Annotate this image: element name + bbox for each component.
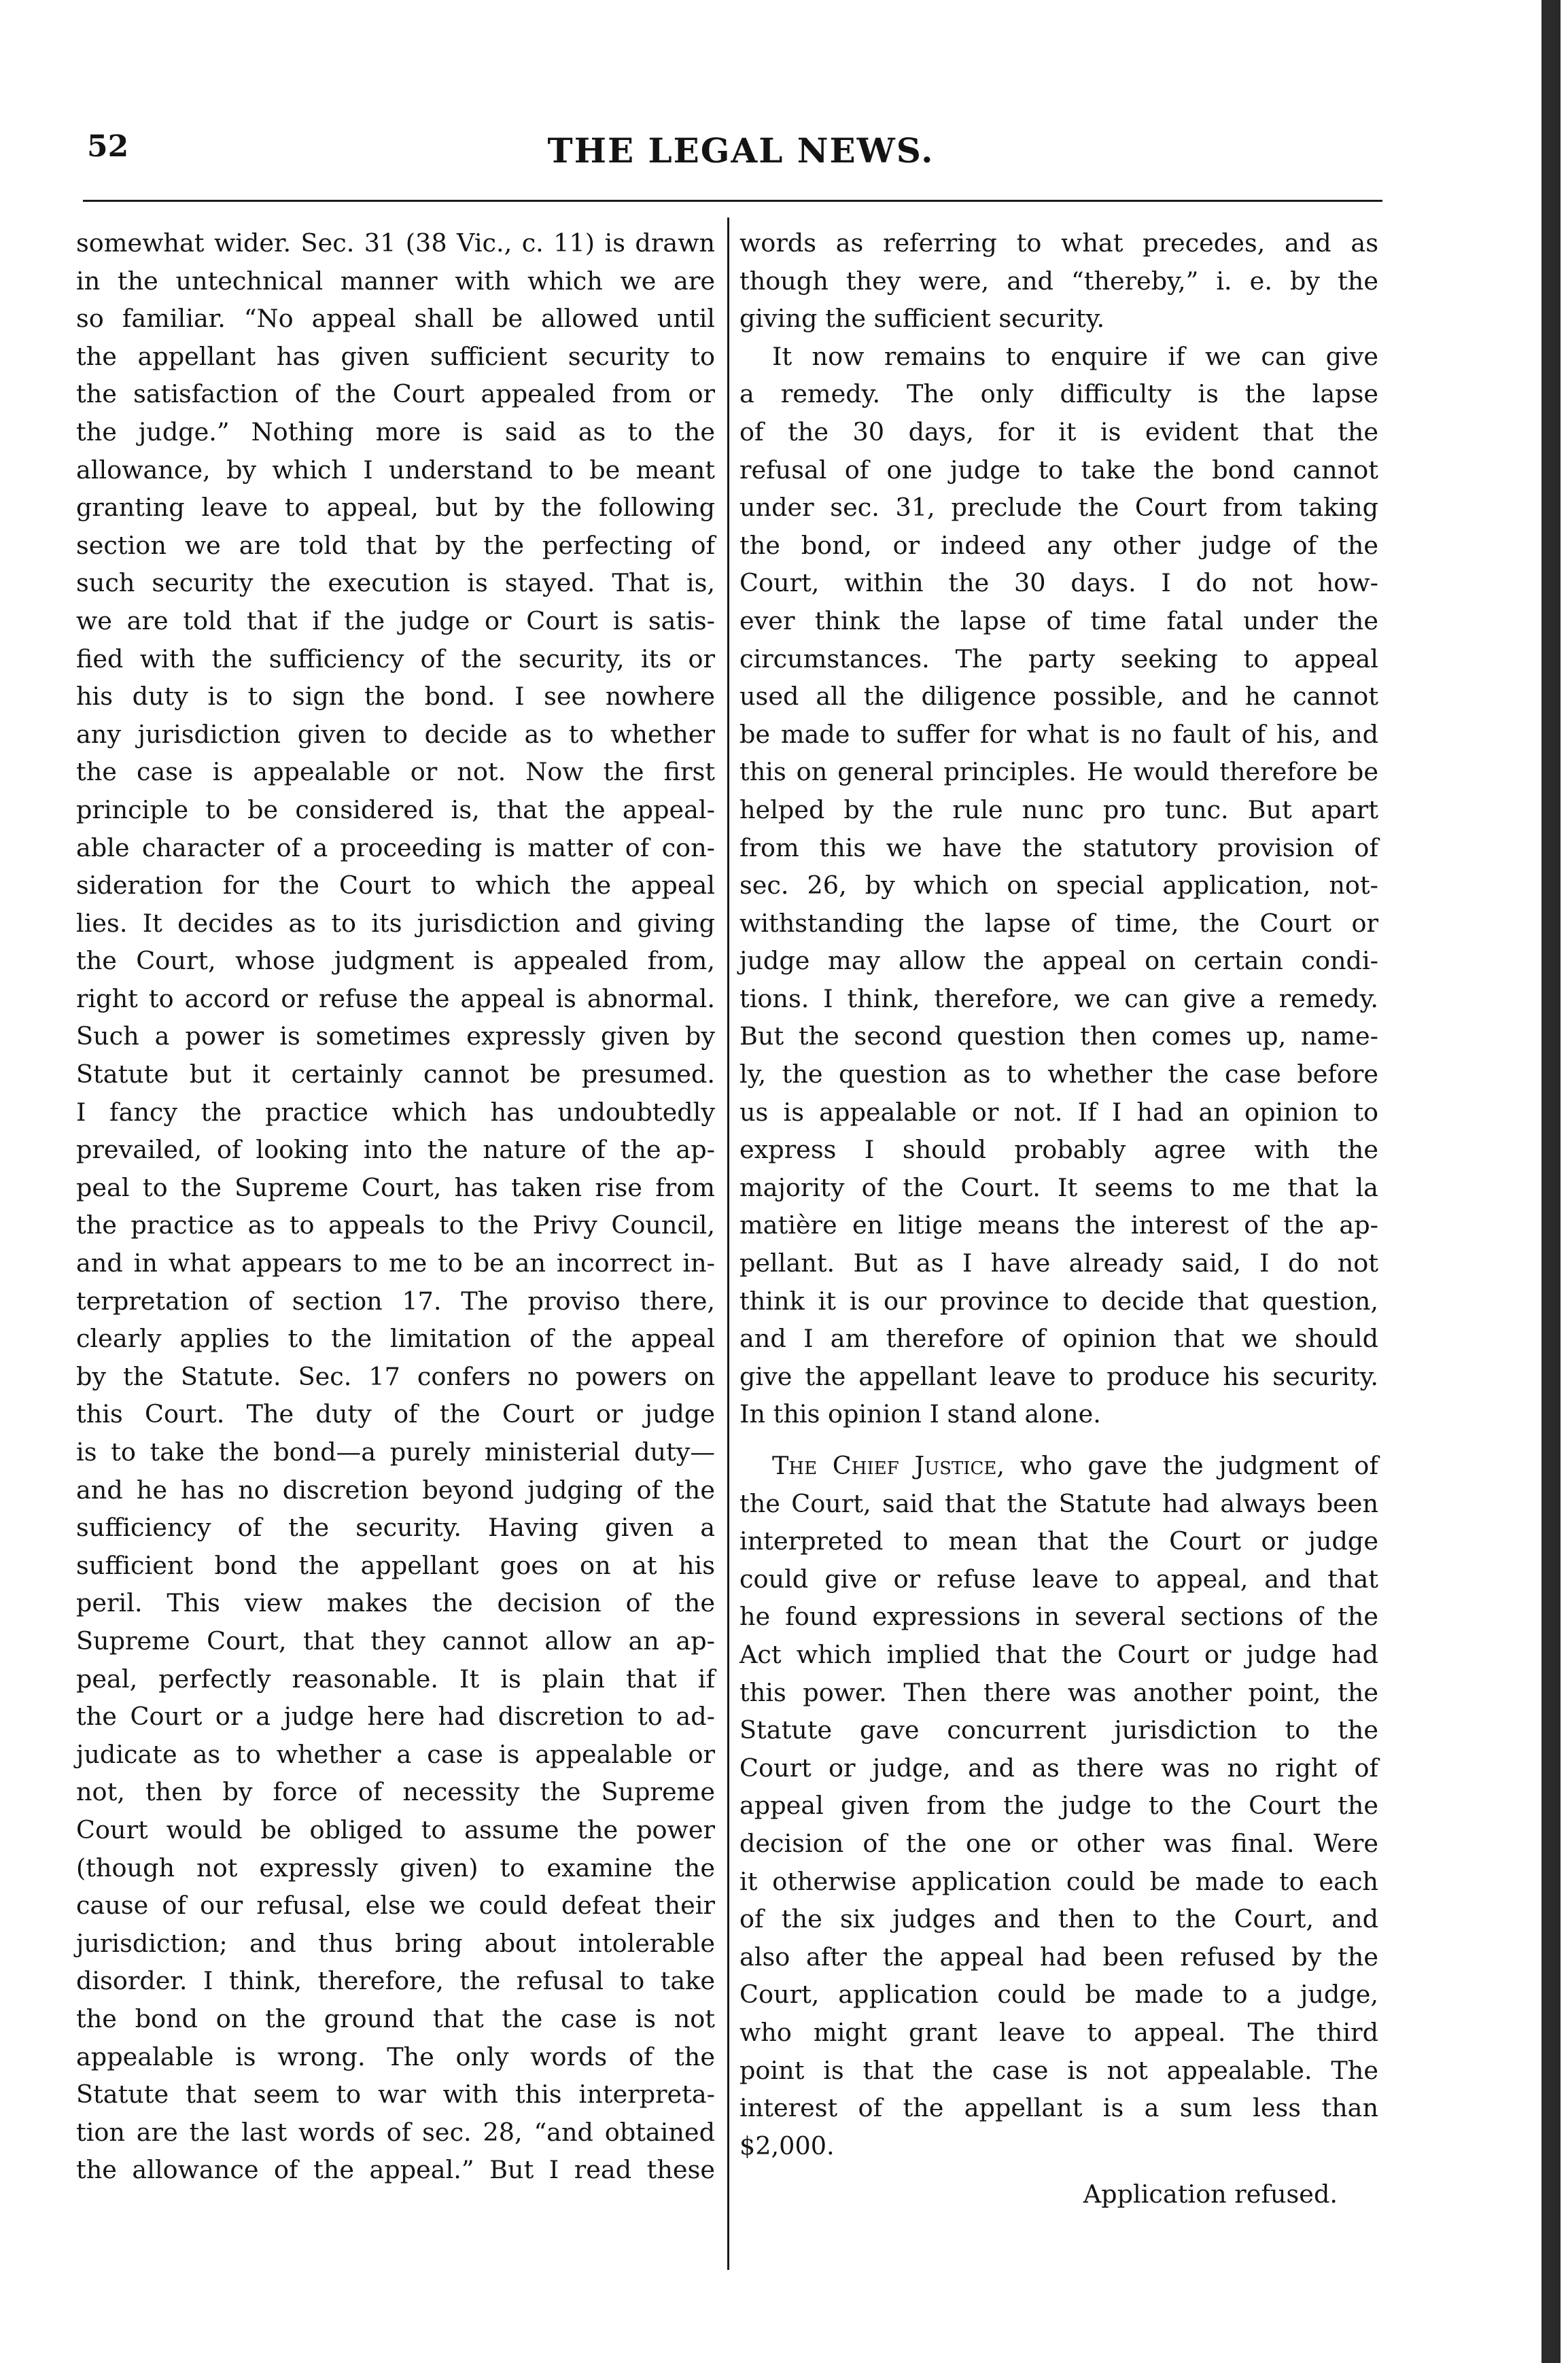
text-line: interest of the appellant is a sum less than — [739, 2093, 1378, 2123]
text-line: this on general principles. He would therefore be — [739, 757, 1378, 787]
text-line: the bond on the ground that the case is not — [76, 2003, 715, 2033]
text-line: the Court, said that the Statute had always been — [739, 1488, 1378, 1518]
text-line: the case is appealable or not. Now the first — [76, 757, 715, 787]
closing-remark: Application refused. — [1083, 2180, 1338, 2209]
text-line: Court would be obliged to assume the power — [76, 1815, 715, 1844]
text-line: ly, the question as to whether the case before — [739, 1060, 1378, 1089]
text-line: peril. This view makes the decision of the — [76, 1588, 715, 1618]
text-line: terpretation of section 17. The proviso there, — [76, 1286, 715, 1316]
text-line: by the Statute. Sec. 17 confers no powers on — [76, 1361, 715, 1391]
paragraph-chief-justice — [739, 1447, 1378, 2165]
text-line: and in what appears to me to be an incorrect in- — [76, 1248, 715, 1278]
right-column — [739, 224, 1378, 2213]
text-line: giving the sufficient security. — [739, 304, 1105, 334]
paragraph-continuation — [739, 224, 1378, 338]
text-line: somewhat wider. Sec. 31 (38 Vic., c. 11) is drawn — [76, 228, 715, 258]
text-line: we are told that if the judge or Court is satis- — [76, 606, 715, 635]
text-line: Such a power is sometimes expressly given by — [76, 1021, 715, 1051]
text-line: and I am therefore of opinion that we should — [739, 1324, 1378, 1354]
text-line: though they were, and “thereby,” i. e. by the — [739, 266, 1378, 296]
text-line: it otherwise application could be made to each — [739, 1866, 1378, 1896]
text-line: tion are the last words of sec. 28, “and obtained — [76, 2117, 715, 2147]
text-line: the appellant has given sufficient security to — [76, 341, 715, 371]
text-line: the Court or a judge here had discretion to ad- — [76, 1702, 715, 1732]
text-line: lies. It decides as to its jurisdiction and giving — [76, 908, 715, 938]
text-line: helped by the rule nunc pro tunc. But apart — [739, 794, 1378, 824]
left-column — [76, 224, 715, 2189]
text-line: jurisdiction; and thus bring about intolerable — [76, 1928, 715, 1958]
text-line: a remedy. The only difficulty is the lapse — [739, 379, 1378, 409]
text-line: sideration for the Court to which the appeal — [76, 871, 715, 900]
text-line: I fancy the practice which has undoubtedly — [76, 1097, 715, 1127]
text-line: the allowance of the appeal.” But I read these — [76, 2155, 715, 2185]
text-line: so familiar. “No appeal shall be allowed until — [76, 304, 715, 334]
running-head-title: THE LEGAL NEWS. — [547, 130, 935, 171]
text-line: sec. 26, by which on special application, not- — [739, 871, 1378, 900]
text-line: any jurisdiction given to decide as to whether — [76, 719, 715, 749]
text-line: not, then by force of necessity the Supreme — [76, 1777, 715, 1807]
text-line: the Court, whose judgment is appealed from, — [76, 946, 715, 976]
text-line: judge may allow the appeal on certain condi- — [739, 946, 1378, 976]
text-line: such security the execution is stayed. That is, — [76, 568, 715, 598]
text-line: and he has no discretion beyond judging of the — [76, 1475, 715, 1505]
text-line: who might grant leave to appeal. The third — [739, 2017, 1378, 2047]
paragraph-remedy — [739, 338, 1378, 1433]
text-line: decision of the one or other was final. Were — [739, 1828, 1378, 1858]
text-line: the practice as to appeals to the Privy Council, — [76, 1210, 715, 1240]
text-line: us is appealable or not. If I had an opinion to — [739, 1097, 1378, 1127]
text-line: section we are told that by the perfecting of — [76, 530, 715, 560]
text-line: his duty is to sign the bond. I see nowhere — [76, 682, 715, 712]
text-line: (though not expressly given) to examine the — [76, 1853, 715, 1883]
text-line: the satisfaction of the Court appealed from or — [76, 379, 715, 409]
text-line: think it is our province to decide that question, — [739, 1286, 1378, 1316]
text-line: tions. I think, therefore, we can give a remedy. — [739, 983, 1378, 1013]
header-rule — [83, 200, 1382, 202]
text-line: But the second question then comes up, name- — [739, 1021, 1378, 1051]
text-line: the judge.” Nothing more is said as to the — [76, 417, 715, 447]
text-line: peal to the Supreme Court, has taken rise from — [76, 1172, 715, 1202]
text-line: withstanding the lapse of time, the Court or — [739, 908, 1378, 938]
text-line: this power. Then there was another point, the — [739, 1677, 1378, 1707]
page-number: 52 — [87, 129, 129, 164]
text-line: Supreme Court, that they cannot allow an ap- — [76, 1626, 715, 1656]
text-line: sufficiency of the security. Having given a — [76, 1513, 715, 1543]
text-line: Statute that seem to war with this interpreta- — [76, 2080, 715, 2110]
text-line: Statute gave concurrent jurisdiction to the — [739, 1715, 1378, 1745]
text-line: matière en litige means the interest of the ap- — [739, 1210, 1378, 1240]
text-line: refusal of one judge to take the bond cannot — [739, 455, 1378, 485]
text-line: in the untechnical manner with which we are — [76, 266, 715, 296]
text-line: judicate as to whether a case is appealable or — [76, 1739, 715, 1769]
text-line: also after the appeal had been refused by the — [739, 1942, 1378, 1972]
text-line — [739, 1447, 1378, 1485]
text-line: principle to be considered is, that the appeal- — [76, 794, 715, 824]
text-line: of the 30 days, for it is evident that the — [739, 417, 1378, 447]
text-line: appeal given from the judge to the Court the — [739, 1791, 1378, 1821]
text-line: pellant. But as I have already said, I do not — [739, 1248, 1378, 1278]
text-line: under sec. 31, preclude the Court from taking — [739, 493, 1378, 523]
text-line: $2,000. — [739, 2131, 835, 2160]
text-line: point is that the case is not appealable. The — [739, 2055, 1378, 2085]
text-line-rest: who gave the judgment of — [1005, 1451, 1378, 1480]
text-line: able character of a proceeding is matter of con- — [76, 833, 715, 862]
text-line: is to take the bond—a purely ministerial duty— — [76, 1437, 715, 1467]
page-edge-shadow — [1541, 0, 1561, 2363]
text-line: allowance, by which I understand to be meant — [76, 455, 715, 485]
text-line: Court, application could be made to a judge, — [739, 1980, 1378, 2010]
text-line: words as referring to what precedes, and as — [739, 228, 1378, 258]
text-line: express I should probably agree with the — [739, 1135, 1378, 1165]
text-line: ever think the lapse of time fatal under the — [739, 606, 1378, 635]
text-line: appealable is wrong. The only words of the — [76, 2042, 715, 2071]
text-line: peal, perfectly reasonable. It is plain that if — [76, 1664, 715, 1694]
text-line: could give or refuse leave to appeal, and that — [739, 1564, 1378, 1594]
text-line: right to accord or refuse the appeal is abnormal. — [76, 983, 715, 1013]
text-line: used all the diligence possible, and he cannot — [739, 682, 1378, 712]
text-line: from this we have the statutory provision of — [739, 833, 1378, 862]
text-line: It now remains to enquire if we can give — [772, 341, 1378, 371]
text-line: this Court. The duty of the Court or judge — [76, 1399, 715, 1429]
text-line: Court, within the 30 days. I do not how- — [739, 568, 1378, 598]
text-line: of the six judges and then to the Court, and — [739, 1904, 1378, 1934]
text-line: give the appellant leave to produce his security. — [739, 1361, 1378, 1391]
text-line: Court or judge, and as there was no right of — [739, 1753, 1378, 1783]
text-line: clearly applies to the limitation of the appeal — [76, 1324, 715, 1354]
text-line: be made to suffer for what is no fault of his, and — [739, 719, 1378, 749]
column-divider — [727, 217, 729, 2270]
text-line: fied with the sufficiency of the security, its or — [76, 644, 715, 673]
text-line: sufficient bond the appellant goes on at his — [76, 1550, 715, 1580]
text-line: he found expressions in several sections of the — [739, 1602, 1378, 1632]
text-line: granting leave to appeal, but by the following — [76, 493, 715, 523]
text-line: circumstances. The party seeking to appeal — [739, 644, 1378, 673]
text-line: cause of our refusal, else we could defeat their — [76, 1891, 715, 1921]
text-line: majority of the Court. It seems to me that la — [739, 1172, 1378, 1202]
text-line: the bond, or indeed any other judge of the — [739, 530, 1378, 560]
text-line: prevailed, of looking into the nature of the ap- — [76, 1135, 715, 1165]
chief-justice-smallcaps: The Chief Justice, — [772, 1451, 1005, 1480]
text-line: Act which implied that the Court or judge had — [739, 1639, 1378, 1669]
text-line: In this opinion I stand alone. — [739, 1399, 1101, 1429]
text-line: disorder. I think, therefore, the refusal to take — [76, 1966, 715, 1996]
text-line: interpreted to mean that the Court or judge — [739, 1526, 1378, 1556]
text-line: Statute but it certainly cannot be presumed. — [76, 1060, 715, 1089]
